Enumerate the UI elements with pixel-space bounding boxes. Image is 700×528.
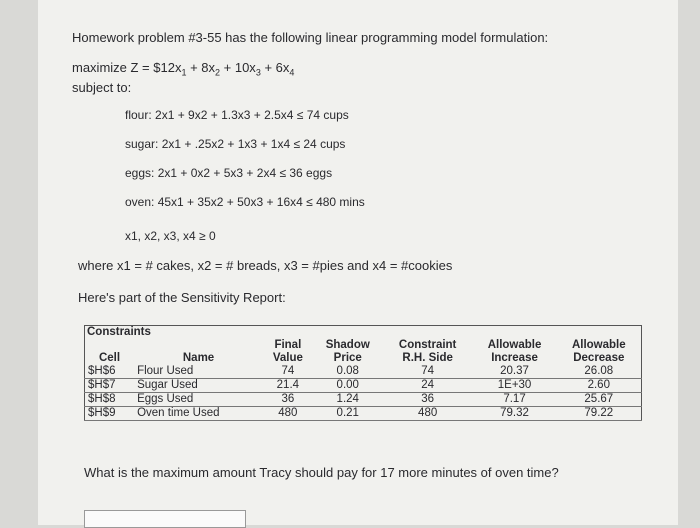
col-header-allowable-increase: Allowable Increase	[487, 339, 542, 364]
constraint-oven: oven: 45x1 + 35x2 + 50x3 + 16x4 ≤ 480 mins	[125, 195, 365, 209]
table-row: $H$6 Flour Used 74 0.08 74 20.37 26.08	[85, 365, 642, 379]
col-header-cell: Cell	[98, 352, 121, 364]
report-intro: Here's part of the Sensitivity Report:	[78, 290, 286, 305]
problem-intro: Homework problem #3-55 has the following linear programming model formulation:	[72, 30, 549, 45]
col-header-rhs: Constraint R.H. Side	[398, 339, 457, 364]
variable-definitions: where x1 = # cakes, x2 = # breads, x3 = #pies and x4 = #cookies	[78, 258, 453, 273]
col-header-name: Name	[182, 352, 215, 364]
question-text: What is the maximum amount Tracy should pay for 17 more minutes of oven time?	[84, 465, 559, 480]
constraint-eggs: eggs: 2x1 + 0x2 + 5x3 + 2x4 ≤ 36 eggs	[125, 166, 333, 180]
col-header-final-value: Final Value	[272, 339, 303, 364]
subject-to-label: subject to:	[72, 80, 132, 95]
col-header-shadow-price: Shadow Price	[325, 339, 370, 364]
answer-input[interactable]	[84, 510, 246, 528]
constraints-section-title: Constraints	[87, 326, 151, 338]
nonnegativity-constraint: x1, x2, x3, x4 ≥ 0	[125, 229, 216, 243]
table-row: $H$9 Oven time Used 480 0.21 480 79.32 79.22	[85, 407, 642, 421]
col-header-allowable-decrease: Allowable Decrease	[571, 339, 626, 364]
constraint-flour: flour: 2x1 + 9x2 + 1.3x3 + 2.5x4 ≤ 74 cups	[125, 108, 349, 122]
table-row: $H$7 Sugar Used 21.4 0.00 24 1E+30 2.60	[85, 379, 642, 393]
table-row: $H$8 Eggs Used 36 1.24 36 7.17 25.67	[85, 393, 642, 407]
objective-function: maximize $Z = \$12x_1 + 8x_2 + 10x_3 + 6x_4$	[72, 60, 295, 78]
sensitivity-report-table	[84, 325, 642, 421]
constraint-sugar: sugar: 2x1 + .25x2 + 1x3 + 1x4 ≤ 24 cups	[125, 137, 346, 151]
